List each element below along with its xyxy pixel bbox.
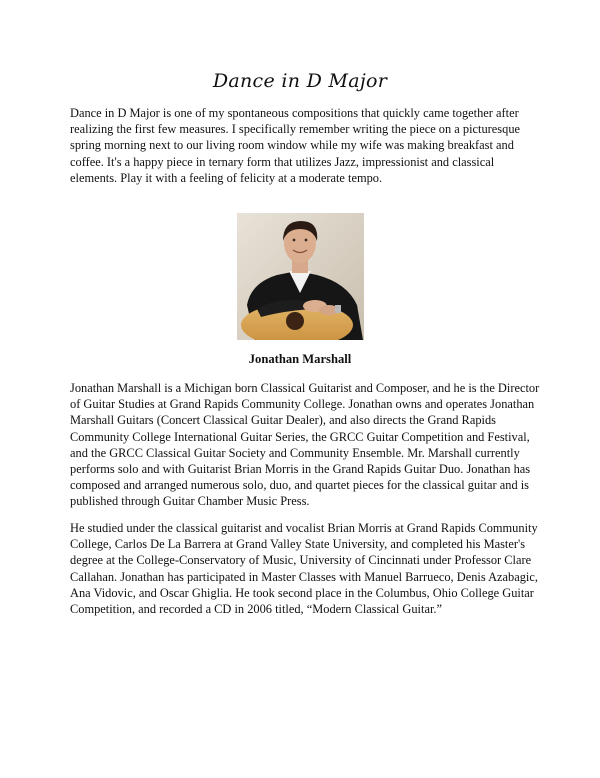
- bio-paragraph-2: He studied under the classical guitarist and vocalist Brian Morris at Grand Rapids Community College, Carlos De La Barrera at Grand Valley State University, and completed his Master's degree at the College-Conservatory of Music, University of Cincinnati under Professor Clare Callahan. Jonathan has participated in Master Classes with Manuel Barrueco, Denis Azabagic, Ana Vidovic, and Oscar Ghiglia. He took second place in the Columbus, Ohio College Guitar Competition, and recorded a CD in 2006 titled, “Modern Classical Guitar.”: [70, 521, 538, 617]
- bio-paragraph-1: Jonathan Marshall is a Michigan born Classical Guitarist and Composer, and he is the Director of Guitar Studies at Grand Rapids Community College. Jonathan owns and operates Jonathan Marshall Guitars (Concert Classical Guitar Dealer), and also directs the Grand Rapids Community College International Guitar Series, the GRCC Guitar Competition and Festival, and the GRCC Classical Guitar Society and Community Ensemble. Mr. Marshall currently performs solo and with Guitarist Brian Morris in the Grand Rapids Guitar Duo. Jonathan has composed and arranged numerous solo, duo, and quartet pieces for the classical guitar and is published through Guitar Chamber Music Press.: [70, 381, 540, 509]
- intro-paragraph: Dance in D Major is one of my spontaneous compositions that quickly came together after realizing the first few measures. I specifically remember writing the piece on a picturesque spring morning next to our living room window while my wife was making breakfast and coffee. It's a happy piece in ternary form that utilizes Jazz, impressionist and classical elements. Play it with a feeling of felicity at a moderate tempo.: [70, 106, 521, 185]
- page-title: Dance in D Major: [212, 70, 388, 92]
- author-name: Jonathan Marshall: [248, 352, 352, 366]
- portrait-illustration: [237, 213, 364, 340]
- portrait-photo: [237, 213, 364, 340]
